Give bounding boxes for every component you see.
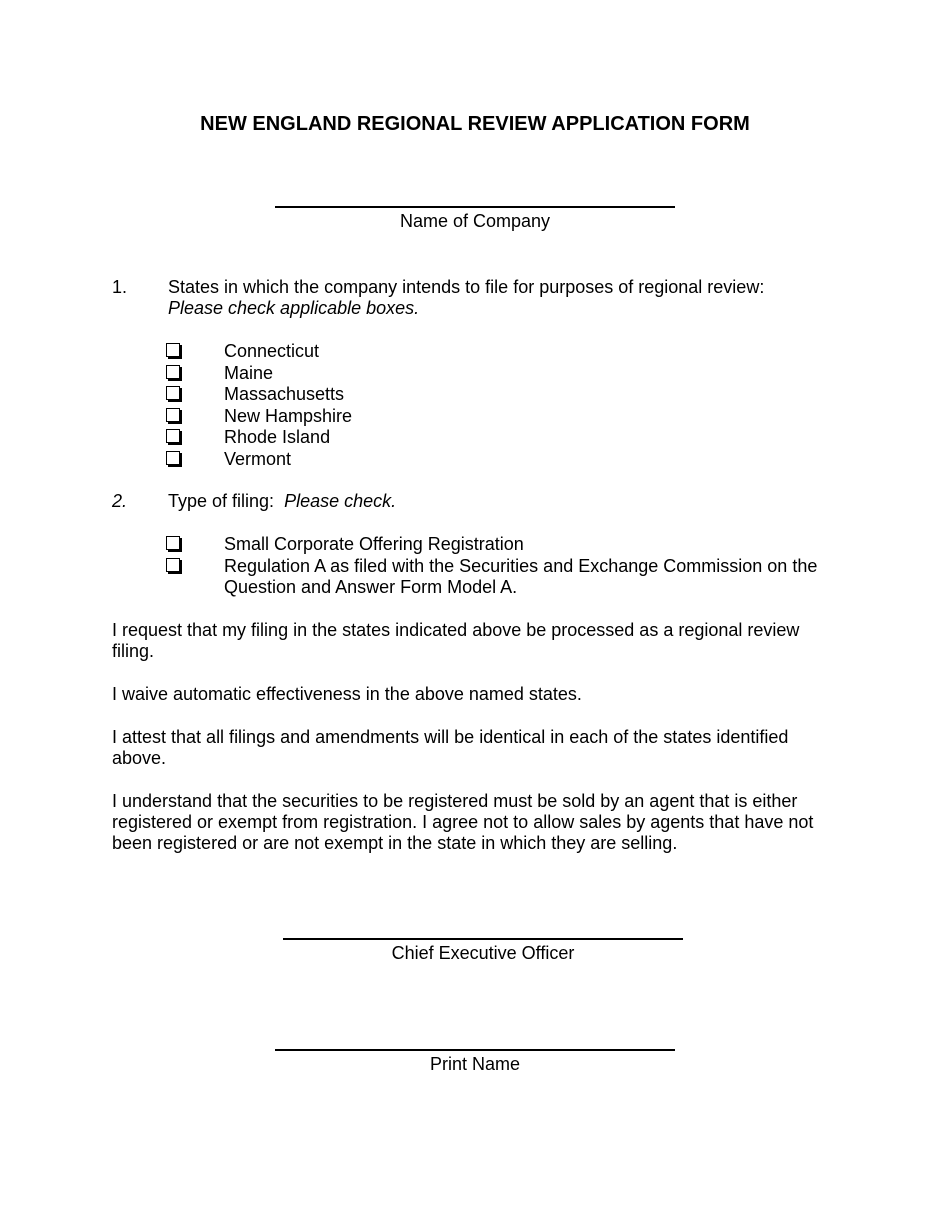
state-option-label: Connecticut	[224, 341, 320, 361]
state-option-label: New Hampshire	[224, 405, 353, 426]
vermont-checkbox[interactable]	[166, 451, 180, 465]
filing-type-option-label: Small Corporate Offering Registration	[224, 534, 524, 554]
print-name-label: Print Name	[429, 1054, 521, 1074]
regional-review-request-paragraph: I request that my filing in the states indicated above be processed as a regional review filing.	[112, 620, 800, 661]
question-1-number: 1.	[112, 277, 128, 297]
ceo-signature-label: Chief Executive Officer	[391, 943, 575, 963]
state-option-label: Rhode Island	[224, 427, 331, 447]
maine-checkbox[interactable]	[166, 365, 180, 379]
agent-understanding-paragraph: I understand that the securities to be registered must be sold by an agent that is either registered or exempt from registration. I agree not to allow sales by agents that have not been registered or are not exempt in the state in which they are selling.	[112, 791, 814, 853]
attestation-paragraph: I attest that all filings and amendments will be identical in each of the states identified above.	[112, 727, 789, 768]
state-option-label: Vermont	[224, 448, 292, 469]
print-name-line[interactable]	[275, 1049, 675, 1051]
company-name-line[interactable]	[275, 206, 675, 208]
question-2-text: Type of filing:	[168, 491, 275, 511]
regulation-a-checkbox[interactable]	[166, 558, 180, 572]
ceo-signature-field[interactable]	[283, 938, 683, 964]
question-1-instruction: Please check applicable boxes.	[168, 298, 420, 318]
state-option-label: Massachusetts	[224, 384, 345, 404]
question-1-text: States in which the company intends to file for purposes of regional review:	[168, 277, 765, 297]
ceo-signature-line[interactable]	[283, 938, 683, 940]
massachusetts-checkbox[interactable]	[166, 386, 180, 400]
company-name-field[interactable]	[275, 206, 675, 232]
question-2-instruction: Please check.	[284, 491, 397, 511]
print-name-field[interactable]	[275, 1049, 675, 1075]
waiver-paragraph: I waive automatic effectiveness in the above named states.	[112, 684, 582, 704]
state-option-label: Maine	[224, 362, 274, 383]
scor-checkbox[interactable]	[166, 536, 180, 550]
form-title: NEW ENGLAND REGIONAL REVIEW APPLICATION FORM	[200, 113, 750, 135]
connecticut-checkbox[interactable]	[166, 343, 180, 357]
rhode-island-checkbox[interactable]	[166, 429, 180, 443]
question-2-number: 2.	[112, 491, 128, 511]
filing-type-option-label: Regulation A as filed with the Securities and Exchange Commission on the Question and Answer Form Model A.	[224, 555, 818, 597]
company-name-label: Name of Company	[399, 211, 551, 231]
question-2-line	[168, 491, 848, 512]
new-hampshire-checkbox[interactable]	[166, 408, 180, 422]
